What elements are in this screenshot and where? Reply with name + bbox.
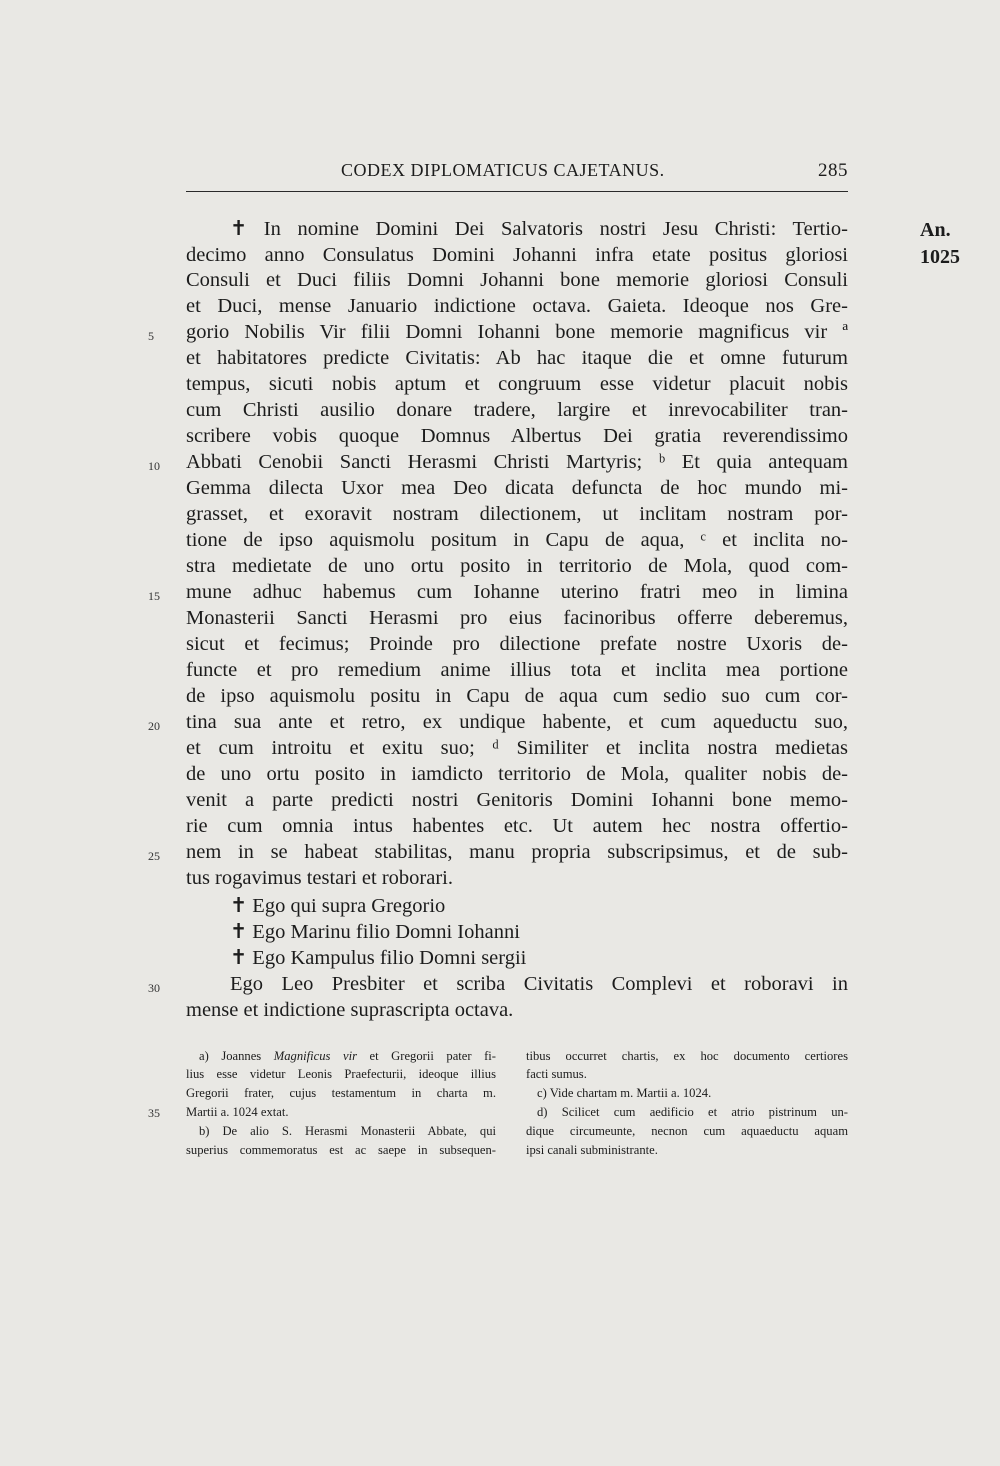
line-number: 30: [148, 981, 160, 995]
footnote-line: tibus occurret chartis, ex hoc documento certiores: [526, 1049, 848, 1063]
body-line: grasset, et exoravit nostram dilectionem, ut inclitam nostram por-: [186, 503, 848, 525]
body-line: cum Christi ausilio donare tradere, largire et inrevocabiliter tran-: [186, 399, 848, 421]
margin-note-year: 1025: [920, 246, 960, 268]
body-line: decimo anno Consulatus Domini Johanni infra etate positus gloriosi: [186, 244, 848, 266]
line-number: 25: [148, 849, 160, 863]
body-line: et habitatores predicte Civitatis: Ab hac itaque die et omne futurum: [186, 347, 848, 369]
footnote-line: superius commemoratus est ac saepe in subsequen-: [186, 1143, 496, 1157]
body-line: tina sua ante et retro, ex undique habente, et cum aqueductu suo,: [186, 711, 848, 733]
line-number: 20: [148, 719, 160, 733]
footnote-line: dique circumeunte, necnon cum aquaeductu aquam: [526, 1124, 848, 1138]
footnote-line: [199, 1048, 496, 1064]
footnote-text: et Gregorii pater fi-: [356, 1049, 497, 1063]
body-line: venit a parte predicti nostri Genitoris Domini Iohanni bone memo-: [186, 789, 848, 811]
body-line: nem in se habeat stabilitas, manu propria subscripsimus, et de sub-: [186, 841, 848, 863]
footnote-line: lius esse videtur Leonis Praefecturii, ideoque illius: [186, 1067, 496, 1081]
body-line: gorio Nobilis Vir filii Domni Iohanni bone memorie magnificus vir ª: [186, 321, 848, 343]
body-line: Consuli et Duci filiis Domni Johanni bone memorie gloriosi Consuli: [186, 269, 848, 291]
line-number: 15: [148, 589, 160, 603]
subscription-line: Ego Leo Presbiter et scriba Civitatis Complevi et roboravi in: [230, 973, 848, 995]
body-line: sicut et fecimus; Proinde pro dilectione prefate nostre Uxoris de-: [186, 633, 848, 655]
footnote-line: facti sumus.: [526, 1067, 587, 1081]
footnote-line: Martii a. 1024 extat.: [186, 1105, 289, 1119]
footnote-line: Gregorii frater, cujus testamentum in charta m.: [186, 1086, 496, 1100]
footnote-line: ipsi canali subministrante.: [526, 1143, 658, 1157]
subscription-line: ✝ Ego qui supra Gregorio: [230, 895, 446, 917]
subscription-line: ✝ Ego Kampulus filio Domni sergii: [230, 947, 527, 969]
page-number: 285: [818, 160, 848, 181]
body-line: tempus, sicuti nobis aptum et congruum esse videtur placuit nobis: [186, 373, 848, 395]
body-line: et cum introitu et exitu suo; ᵈ Similiter et inclita nostra medietas: [186, 737, 848, 759]
footnote-text: a) Joannes: [199, 1049, 274, 1063]
body-line: mense et indictione suprascripta octava.: [186, 999, 514, 1021]
footnote-italic: Magnificus vir: [273, 1049, 357, 1063]
body-line: de ipso aquismolu positu in Capu de aqua cum sedio suo cum cor-: [186, 685, 848, 707]
body-line: functe et pro remedium anime illius tota et inclita mea portione: [186, 659, 848, 681]
body-line: et Duci, mense Januario indictione octava. Gaieta. Ideoque nos Gre-: [186, 295, 848, 317]
body-line: Monasterii Sancti Herasmi pro eius facinoribus offerre deberemus,: [186, 607, 848, 629]
footnote-line: c) Vide chartam m. Martii a. 1024.: [537, 1086, 712, 1100]
body-line: ✝ In nomine Domini Dei Salvatoris nostri Jesu Christi: Tertio-: [230, 218, 848, 240]
margin-year-note: [920, 217, 980, 271]
body-line: Abbati Cenobii Sancti Herasmi Christi Martyris; ᵇ Et quia antequam: [186, 451, 848, 473]
body-line: de uno ortu posito in iamdicto territorio de Mola, qualiter nobis de-: [186, 763, 848, 785]
header-rule: [186, 191, 848, 192]
margin-note-label: An.: [920, 219, 951, 241]
body-line: mune adhuc habemus cum Iohanne uterino fratri meo in limina: [186, 581, 848, 603]
subscription-line: ✝ Ego Marinu filio Domni Iohanni: [230, 921, 520, 943]
line-number: 10: [148, 459, 160, 473]
running-head: [186, 160, 848, 184]
line-number: 5: [148, 329, 154, 343]
line-number: 35: [148, 1106, 160, 1120]
running-title: CODEX DIPLOMATICUS CAJETANUS.: [341, 160, 665, 180]
body-line: tione de ipso aquismolu positum in Capu de aqua, ᶜ et inclita no-: [186, 529, 848, 551]
footnote-line: d) Scilicet cum aedificio et atrio pistrinum un-: [537, 1105, 848, 1119]
body-line: tus rogavimus testari et roborari.: [186, 867, 454, 889]
body-line: Gemma dilecta Uxor mea Deo dicata defuncta de hoc mundo mi-: [186, 477, 848, 499]
body-line: stra medietate de uno ortu posito in territorio de Mola, quod com-: [186, 555, 848, 577]
footnote-line: b) De alio S. Herasmi Monasterii Abbate, qui: [199, 1124, 496, 1138]
body-line: rie cum omnia intus habentes etc. Ut autem hec nostra offertio-: [186, 815, 848, 837]
body-line: scribere vobis quoque Domnus Albertus Dei gratia reverendissimo: [186, 425, 848, 447]
